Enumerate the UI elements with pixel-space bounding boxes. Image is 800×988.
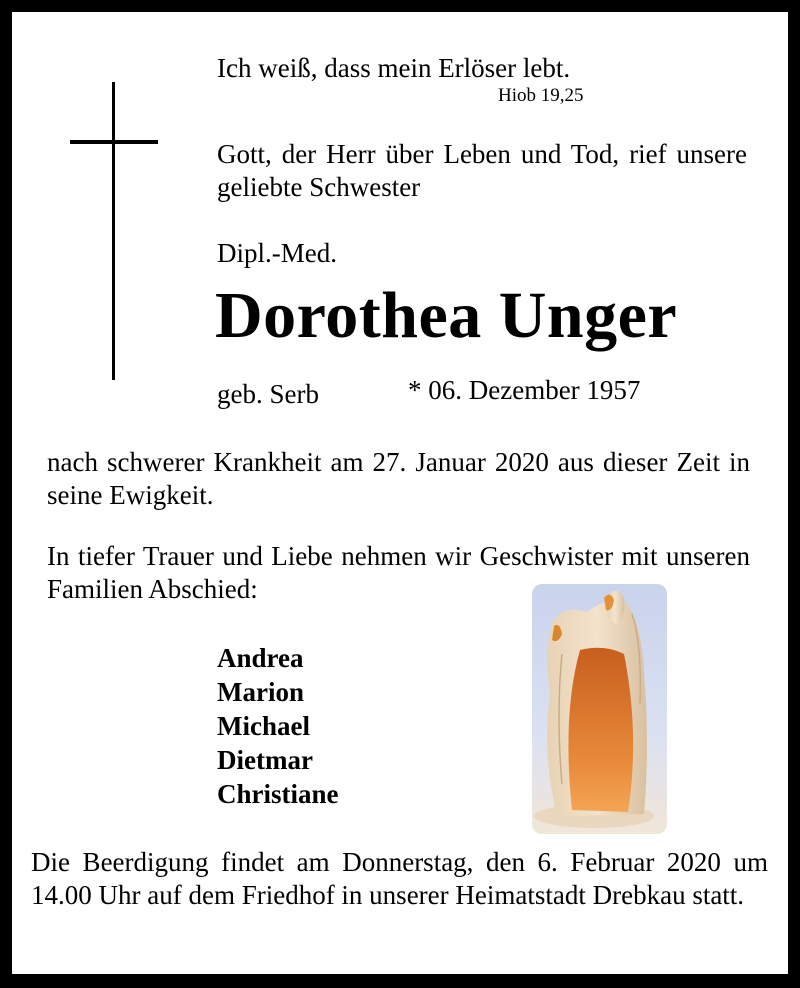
academic-title: Dipl.-Med. <box>217 238 337 268</box>
angel-figure-image <box>532 584 667 834</box>
cross-icon <box>112 82 115 380</box>
mourner-name: Christiane <box>217 779 339 809</box>
birth-date: * 06. Dezember 1957 <box>408 375 641 405</box>
mourner-name: Dietmar <box>217 745 313 775</box>
intro-text: Gott, der Herr über Leben und Tod, rief unsere geliebte Schwester <box>217 139 747 202</box>
mourner-name: Marion <box>217 677 304 707</box>
mourner-name: Andrea <box>217 643 304 673</box>
mourner-name: Michael <box>217 711 310 741</box>
obituary-card <box>12 12 788 974</box>
mourners-list <box>217 641 339 811</box>
verse-reference: Hiob 19,25 <box>498 85 584 106</box>
mourning-text: In tiefer Trauer und Liebe nehmen wir Geschwister mit unseren Familien Abschied: <box>47 541 750 604</box>
death-text: nach schwerer Krankheit am 27. Januar 2020 aus dieser Zeit in seine Ewigkeit. <box>47 447 750 510</box>
bible-verse: Ich weiß, dass mein Erlöser lebt. <box>217 53 571 83</box>
maiden-name: geb. Serb <box>217 379 319 409</box>
funeral-text: Die Beerdigung findet am Donnerstag, den 6. Februar 2020 um 14.00 Uhr auf dem Friedhof in unserer Heimatstadt Drebkau statt. <box>31 847 768 910</box>
deceased-name: Dorothea Unger <box>215 279 678 352</box>
cross-icon-bar <box>70 140 158 144</box>
